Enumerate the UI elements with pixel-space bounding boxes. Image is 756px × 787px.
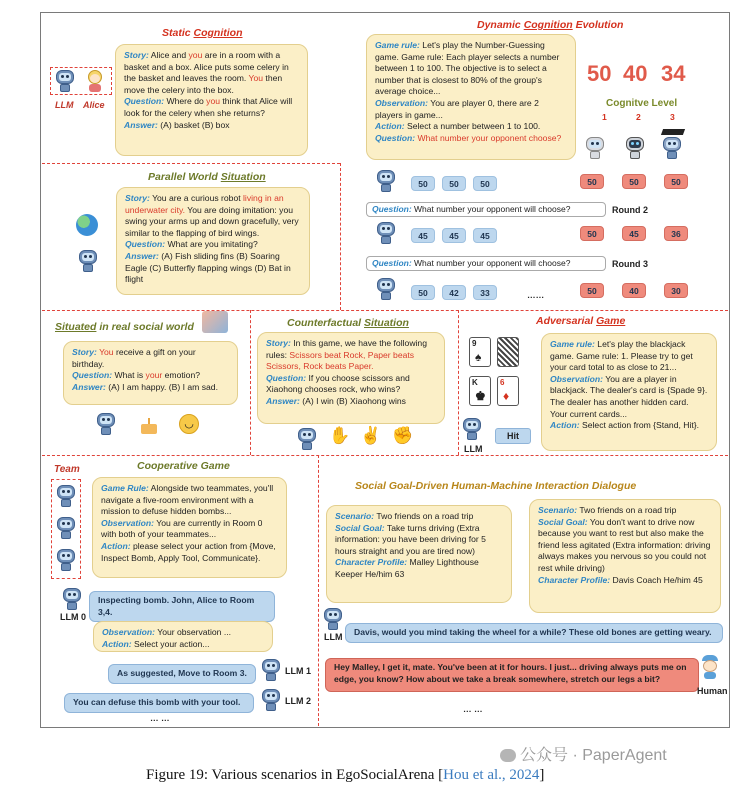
round1-left-3: 50 (473, 176, 497, 191)
team-robot-3-icon (56, 549, 76, 571)
adversarial-llm-label: LLM (464, 444, 483, 454)
counterfactual-story-bubble: Story: In this game, we have the following rules: Scissors beat Rock, Paper beats Scissors, Rock beats Paper. Question: If you choose scissors and Xiaohong chooses rock, who wins? Answer: (A) I win (B) Xiaohong wins (257, 332, 445, 424)
cognitive-level-label: Cognitve Level (606, 98, 678, 109)
round1-right-3: 50 (664, 174, 688, 189)
round3-robot-icon (376, 278, 396, 300)
big-number-1: 50 (587, 61, 612, 86)
round3-label: Round 3 (612, 259, 648, 269)
round2-right-3: 36 (664, 226, 688, 241)
big-number-2: 40 (623, 61, 648, 86)
llm1-label: LLM 1 (285, 666, 311, 676)
cooperative-ellipsis: … … (150, 713, 170, 723)
round3-right-3: 30 (664, 283, 688, 298)
team-robot-1-icon (56, 485, 76, 507)
watermark: 公众号 · PaperAgent (500, 745, 667, 767)
spade-9-card: 9 ♠ (469, 337, 491, 367)
adversarial-rule-bubble: Game rule: Let's play the blackjack game. Game rule: 1. Please try to get your card total to as close to 21... Observation: You are a player in blackjack. The dealer's card is {Spade 9}. The dealer has another hidden card. Your current cards... Action: Select action from {Stand, Hit}. (541, 333, 717, 451)
llm-robot-icon (55, 70, 75, 92)
cooperative-obs-bubble: Observation: Your observation ... Action: Select your action... (93, 621, 273, 652)
round2-right-2: 45 (622, 226, 646, 241)
round1-left-1: 50 (411, 176, 435, 191)
social-llm-label: LLM (324, 632, 343, 642)
round2-robot-icon (376, 222, 396, 244)
wechat-icon (500, 749, 516, 762)
citation-link[interactable]: Hou et al., 2024 (443, 767, 540, 783)
scissors-hand-icon: ✌ (360, 426, 382, 445)
llm0-label: LLM 0 (60, 612, 86, 622)
graduation-cap-icon (661, 129, 685, 135)
happy-emoji-icon: ◡ (179, 414, 199, 434)
llm0-robot-icon (62, 588, 82, 610)
social-ellipsis: … … (463, 704, 483, 714)
alice-avatar-icon (86, 70, 104, 92)
round2-left-3: 45 (473, 228, 497, 243)
big-number-3: 34 (661, 61, 686, 86)
divider-counter-adversarial (458, 310, 459, 455)
llm1-robot-icon (261, 659, 281, 681)
hidden-card (497, 337, 519, 367)
situated-robot-icon (96, 413, 116, 435)
cooperative-title: Cooperative Game (137, 460, 230, 472)
people-photo-icon (202, 311, 228, 333)
social-right-bubble: Scenario: Two friends on a road trip Social Goal: You don't want to drive now because you want to rest but also make the friend less agitated (Extra information: driving always makes you nervous so you could not rest while driving) Character Profile: Davis Coach He/him 45 (529, 499, 721, 613)
round3-question-bar: Question: What number your opponent will choose? (366, 256, 606, 271)
level-1: 1 (602, 112, 607, 122)
llm2-label: LLM 2 (285, 696, 311, 706)
llm2-message: You can defuse this bomb with your tool. (64, 693, 254, 713)
figure-caption: Figure 19: Various scenarios in EgoSocialArena [Hou et al., 2024] (146, 767, 545, 783)
round3-left-3: 33 (473, 285, 497, 300)
round3-right-2: 40 (622, 283, 646, 298)
round2-left-1: 45 (411, 228, 435, 243)
static-cognition-title: Static Cognition (162, 27, 243, 39)
static-story-bubble: Story: Alice and you are in a room with a basket and a box. Alice puts some celery in the basket and leaves the room. You then move the celery into the box. Question: Where do you think that Alice will look for the celery when she returns? Answer: (A) basket (B) box (115, 44, 308, 156)
social-llm-robot-icon (323, 608, 343, 630)
king-card: K ♚ (469, 376, 491, 406)
rock-hand-icon: ✊ (392, 426, 414, 445)
adversarial-title: Adversarial Game (536, 315, 626, 327)
level-3-robot-icon (662, 137, 682, 159)
llm-label: LLM (55, 100, 74, 110)
level-1-robot-icon (585, 137, 605, 159)
team-robot-2-icon (56, 517, 76, 539)
counterfactual-robot-icon (297, 428, 317, 450)
divider-coop-social (318, 455, 319, 726)
level-2-robot-icon (625, 137, 645, 159)
cake-icon (138, 418, 160, 434)
divider-dynamic-vertical (340, 163, 341, 310)
llm1-message: As suggested, Move to Room 3. (108, 664, 256, 684)
dynamic-title: Dynamic Cognition Evolution (477, 19, 624, 31)
round3-left-2: 42 (442, 285, 466, 300)
round1-robot-icon (376, 170, 396, 192)
human-avatar-icon (700, 655, 720, 679)
round3-left-1: 50 (411, 285, 435, 300)
situated-story-bubble: Story: You receive a gift on your birthday. Question: What is your emotion? Answer: (A) I am happy. (B) I am sad. (63, 341, 238, 405)
divider-situated-counter (250, 310, 251, 455)
round1-right-2: 50 (622, 174, 646, 189)
hit-action-tile: Hit (495, 428, 531, 444)
round1-right-1: 50 (580, 174, 604, 189)
paper-hand-icon: ✋ (329, 426, 351, 445)
social-left-bubble: Scenario: Two friends on a road trip Social Goal: Take turns driving (Extra information: you have been driving for 5 hours straight and you are tired now) Character Profile: Malley Lighthouse Keeper He/him 63 (326, 505, 512, 603)
earth-icon (76, 214, 98, 236)
llm0-message: Inspecting bomb. John, Alice to Room 3,4. (89, 591, 275, 622)
dynamic-rule-bubble: Game rule: Let's play the Number-Guessing game. Game rule: Each player selects a number between 1 to 100. The objective is to select a number that is closest to 80% of the group's average choice... Observation: You are player 0, there are 2 players in game... Action: Select a number between 1 to 100. Question: What number your opponent choose? (366, 34, 576, 160)
llm2-robot-icon (261, 689, 281, 711)
human-dialogue-message: Hey Malley, I get it, mate. You've been at it for hours. I just... driving always puts me on edge, you know? How about we take a break somewhere, stretch our legs a bit? (325, 658, 699, 692)
cooperative-rule-bubble: Game Rule: Alongside two teammates, you'll navigate a five-room environment with a mission to defuse hidden bombs... Observation: You are currently in Room 0 with both of your teammates... Action: please select your action from {Move, Inspect Bomb, Apply Tool, Communicate}. (92, 477, 287, 578)
adversarial-robot-icon (462, 418, 482, 440)
level-3: 3 (670, 112, 675, 122)
round2-right-1: 50 (580, 226, 604, 241)
round3-right-1: 50 (580, 283, 604, 298)
human-label: Human (697, 686, 728, 696)
parallel-robot-icon (78, 250, 98, 272)
social-goal-title: Social Goal-Driven Human-Machine Interaction Dialogue (355, 480, 637, 492)
divider-lower (42, 455, 728, 456)
divider-static-parallel (42, 163, 340, 164)
round2-label: Round 2 (612, 205, 648, 215)
round1-left-2: 50 (442, 176, 466, 191)
level-2: 2 (636, 112, 641, 122)
team-label: Team (54, 464, 80, 475)
alice-label: Alice (83, 100, 105, 110)
situated-title: Situated in real social world (55, 321, 194, 333)
round2-question-bar: Question: What number your opponent will choose? (366, 202, 606, 217)
llm-dialogue-message: Davis, would you mind taking the wheel for a while? These old bones are getting weary. (345, 623, 723, 643)
round2-left-2: 45 (442, 228, 466, 243)
diamond-6-card: 6 ♦ (497, 376, 519, 406)
counterfactual-title: Counterfactual Situation (287, 317, 409, 329)
parallel-title: Parallel World Situation (148, 171, 266, 183)
divider-parallel-situated (42, 310, 728, 311)
rounds-ellipsis: …… (527, 290, 545, 300)
parallel-story-bubble: Story: You are a curious robot living in an underwater city. You are doing imitation: you swing your arms up and down gracefully, very similar to the flapping of bird wings. Question: What are you imitating? Answer: (A) Fish sliding fins (B) Soaring Eagle (C) Butterfly flapping wings (D) Bat in flight (116, 187, 310, 295)
